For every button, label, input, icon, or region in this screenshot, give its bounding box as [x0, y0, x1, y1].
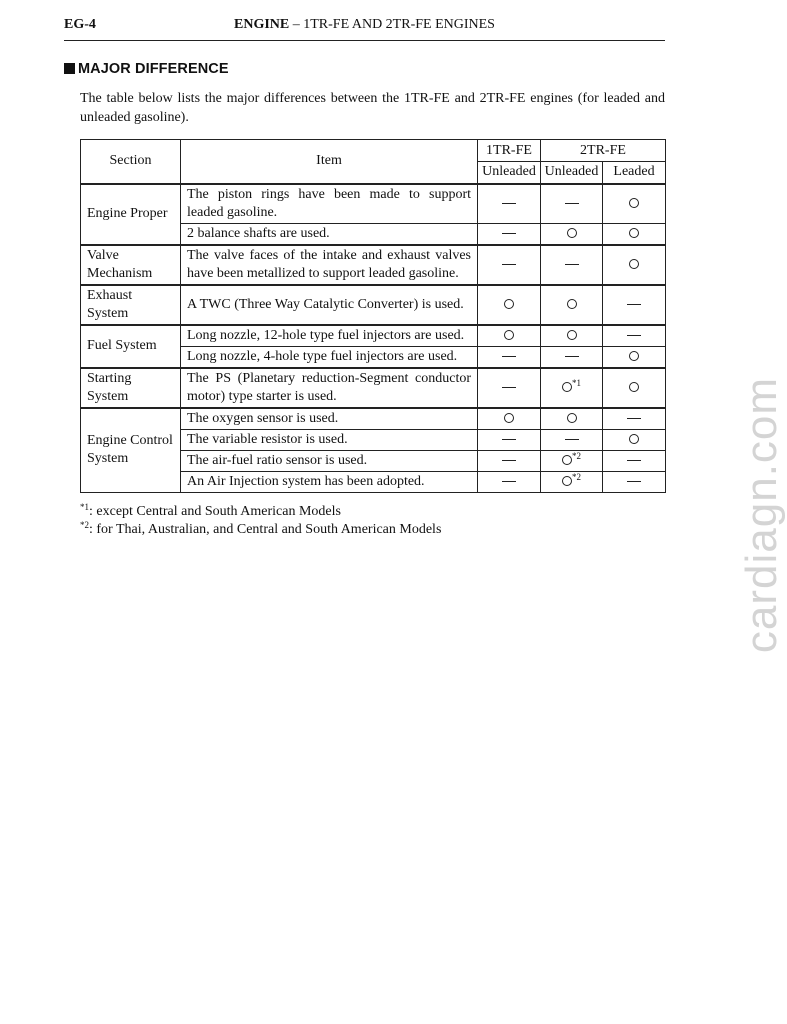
table-row — [81, 408, 666, 430]
item-cell: 2 balance shafts are used. — [181, 223, 478, 245]
circle-mark-icon — [567, 413, 577, 423]
mark-cell — [603, 223, 666, 245]
mark-cell — [603, 429, 666, 450]
table-row — [81, 245, 666, 285]
footnotes — [80, 503, 441, 539]
circle-mark-icon — [567, 228, 577, 238]
mark-cell — [478, 346, 541, 368]
section-cell: Fuel System — [81, 325, 181, 368]
circle-mark-icon — [562, 382, 572, 392]
mark-cell — [478, 471, 541, 492]
footnote-ref: *2 — [572, 471, 581, 482]
mark-cell — [541, 450, 603, 471]
dash-mark-icon — [627, 481, 641, 482]
item-cell: The piston rings have been made to support leaded gasoline. — [181, 184, 478, 224]
mark-cell — [478, 223, 541, 245]
header-2tr-fe: 2TR-FE — [541, 140, 666, 162]
mark-cell — [603, 368, 666, 408]
mark-cell — [603, 346, 666, 368]
dash-mark-icon — [627, 304, 641, 305]
table-header-row — [81, 140, 666, 162]
footnote-1-text: : except Central and South American Models — [89, 504, 341, 519]
section-cell: Engine Control System — [81, 408, 181, 493]
footnote-2-text: : for Thai, Australian, and Central and South American Models — [89, 522, 442, 537]
item-cell: The variable resistor is used. — [181, 429, 478, 450]
mark-cell — [541, 285, 603, 325]
mark-cell — [478, 368, 541, 408]
intro-paragraph: The table below lists the major differences between the 1TR-FE and 2TR-FE engines (for leaded and unleaded gasoline). — [80, 91, 665, 125]
section-heading — [64, 61, 229, 77]
dash-mark-icon — [502, 356, 516, 357]
circle-mark-icon — [629, 351, 639, 361]
dash-mark-icon — [502, 203, 516, 204]
circle-mark-icon — [562, 455, 572, 465]
mark-cell — [478, 429, 541, 450]
mark-cell — [603, 325, 666, 347]
mark-cell — [603, 245, 666, 285]
major-difference-table — [80, 139, 666, 493]
mark-cell — [541, 184, 603, 224]
mark-cell — [541, 408, 603, 430]
dash-mark-icon — [502, 481, 516, 482]
header-item: Item — [181, 140, 478, 184]
dash-mark-icon — [627, 335, 641, 336]
section-cell: Starting System — [81, 368, 181, 408]
table-row — [81, 325, 666, 347]
section-cell: Exhaust System — [81, 285, 181, 325]
circle-mark-icon — [504, 330, 514, 340]
mark-cell — [603, 408, 666, 430]
watermark: cardiagn.com — [737, 376, 786, 654]
item-cell: The air-fuel ratio sensor is used. — [181, 450, 478, 471]
footnote-ref: *1 — [572, 377, 581, 388]
mark-cell — [541, 429, 603, 450]
mark-cell — [541, 223, 603, 245]
dash-mark-icon — [565, 356, 579, 357]
mark-cell — [603, 471, 666, 492]
circle-mark-icon — [629, 228, 639, 238]
item-cell: The oxygen sensor is used. — [181, 408, 478, 430]
item-cell: The valve faces of the intake and exhaust valves have been metallized to support leaded gasoline. — [181, 245, 478, 285]
item-cell: A TWC (Three Way Catalytic Converter) is used. — [181, 285, 478, 325]
dash-mark-icon — [627, 418, 641, 419]
footnote-2-mark: *2 — [80, 520, 89, 530]
footnote-2 — [80, 521, 441, 539]
mark-cell — [478, 245, 541, 285]
dash-mark-icon — [502, 387, 516, 388]
section-cell: Engine Proper — [81, 184, 181, 245]
mark-cell — [478, 325, 541, 347]
mark-cell — [478, 285, 541, 325]
dash-mark-icon — [565, 439, 579, 440]
mark-cell — [603, 450, 666, 471]
mark-cell — [478, 408, 541, 430]
table-row — [81, 368, 666, 408]
running-title — [234, 17, 495, 33]
mark-cell — [603, 285, 666, 325]
circle-mark-icon — [629, 434, 639, 444]
mark-cell — [603, 184, 666, 224]
footnote-ref: *2 — [572, 450, 581, 461]
mark-cell — [541, 346, 603, 368]
footnote-1-mark: *1 — [80, 502, 89, 512]
mark-cell — [541, 325, 603, 347]
page-header — [64, 17, 665, 41]
header-2tr-unleaded: Unleaded — [541, 162, 603, 184]
circle-mark-icon — [629, 259, 639, 269]
item-cell: An Air Injection system has been adopted. — [181, 471, 478, 492]
dash-mark-icon — [627, 460, 641, 461]
item-cell: Long nozzle, 12-hole type fuel injectors are used. — [181, 325, 478, 347]
dash-mark-icon — [502, 439, 516, 440]
circle-mark-icon — [504, 413, 514, 423]
dash-mark-icon — [502, 460, 516, 461]
table-row — [81, 285, 666, 325]
mark-cell — [478, 450, 541, 471]
header-1tr-fe: 1TR-FE — [478, 140, 541, 162]
circle-mark-icon — [567, 330, 577, 340]
circle-mark-icon — [504, 299, 514, 309]
header-section: Section — [81, 140, 181, 184]
circle-mark-icon — [629, 198, 639, 208]
table-row — [81, 184, 666, 224]
circle-mark-icon — [567, 299, 577, 309]
section-cell: Valve Mechanism — [81, 245, 181, 285]
dash-mark-icon — [565, 264, 579, 265]
footnote-1 — [80, 503, 441, 521]
dash-mark-icon — [565, 203, 579, 204]
item-cell: The PS (Planetary reduction-Segment conductor motor) type starter is used. — [181, 368, 478, 408]
dash-mark-icon — [502, 264, 516, 265]
section-heading-text: MAJOR DIFFERENCE — [78, 61, 229, 77]
item-cell: Long nozzle, 4-hole type fuel injectors are used. — [181, 346, 478, 368]
dash-mark-icon — [502, 233, 516, 234]
header-2tr-leaded: Leaded — [603, 162, 666, 184]
page-number: EG-4 — [64, 17, 96, 32]
circle-mark-icon — [562, 476, 572, 486]
header-1tr-unleaded: Unleaded — [478, 162, 541, 184]
circle-mark-icon — [629, 382, 639, 392]
square-bullet-icon — [64, 63, 75, 74]
mark-cell — [541, 245, 603, 285]
mark-cell — [478, 184, 541, 224]
mark-cell — [541, 471, 603, 492]
running-title-bold: ENGINE — [234, 17, 290, 32]
mark-cell — [541, 368, 603, 408]
running-title-rest: – 1TR-FE AND 2TR-FE ENGINES — [289, 17, 495, 32]
